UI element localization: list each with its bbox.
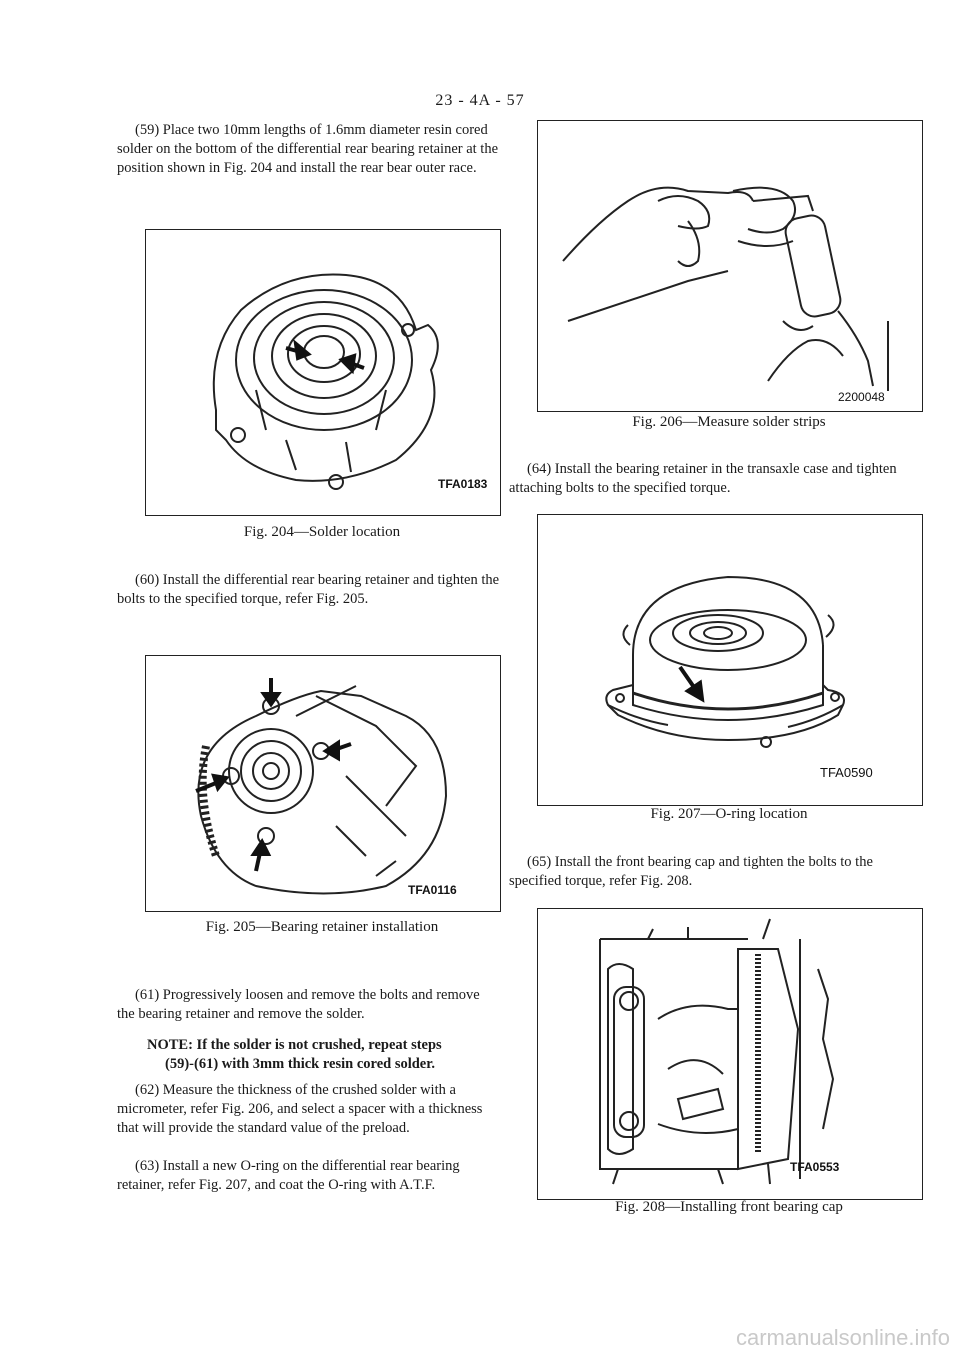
fig207-code: TFA0590 [820, 765, 873, 780]
fig-208-caption: Fig. 208—Installing front bearing cap [615, 1199, 843, 1215]
note-line-1: NOTE: If the solder is not crushed, repeat steps [147, 1037, 442, 1053]
note-line-2: (59)-(61) with 3mm thick resin cored solder. [165, 1056, 435, 1072]
fig-204-caption: Fig. 204—Solder location [243, 524, 401, 540]
o-ring-location-illustration [538, 515, 922, 805]
figure-207 [537, 514, 923, 806]
watermark-text: carmanualsonline.info [735, 1325, 950, 1350]
step-61-text: (61) Progressively loosen and remove the bolts and remove the bearing retainer and remove the solder. [117, 987, 480, 1022]
figure-206 [537, 120, 923, 412]
fig205-code: TFA0116 [408, 883, 457, 897]
fig204-code: TFA0183 [438, 477, 488, 491]
fig-205-caption: Fig. 205—Bearing retainer installation [205, 919, 439, 935]
solder-location-illustration [146, 230, 500, 515]
bearing-retainer-installation-illustration [146, 656, 500, 911]
step-65-text: (65) Install the front bearing cap and tighten the bolts to the specified torque, refer Fig. 208. [509, 854, 873, 889]
figure-208 [537, 908, 923, 1200]
installing-front-bearing-cap-illustration [538, 909, 922, 1199]
page-number: 23 - 4A - 57 [435, 92, 525, 109]
fig-207-caption: Fig. 207—O-ring location [650, 806, 808, 822]
step-59-text: (59) Place two 10mm lengths of 1.6mm diameter resin cored solder on the bottom of the differential rear bearing retainer at the position shown in Fig. 204 and install the rear bear outer race. [117, 122, 499, 176]
step-63-text: (63) Install a new O-ring on the differential rear bearing retainer, refer Fig. 207, and coat the O-ring with A.T.F. [117, 1158, 460, 1193]
step-64-text: (64) Install the bearing retainer in the transaxle case and tighten attaching bolts to the specified torque. [509, 461, 897, 496]
step-62-text: (62) Measure the thickness of the crushed solder with a micrometer, refer Fig. 206, and select a spacer with a thickness that will provide the standard value of the preload. [117, 1082, 483, 1136]
figure-205 [145, 655, 501, 912]
measure-solder-strips-illustration [538, 121, 922, 411]
step-60-text: (60) Install the differential rear bearing retainer and tighten the bolts to the specified torque, refer Fig. 205. [117, 572, 500, 607]
figure-204 [145, 229, 501, 516]
fig208-code: TFA0553 [790, 1160, 840, 1174]
fig206-code: 2200048 [838, 390, 885, 404]
fig-206-caption: Fig. 206—Measure solder strips [632, 414, 826, 430]
